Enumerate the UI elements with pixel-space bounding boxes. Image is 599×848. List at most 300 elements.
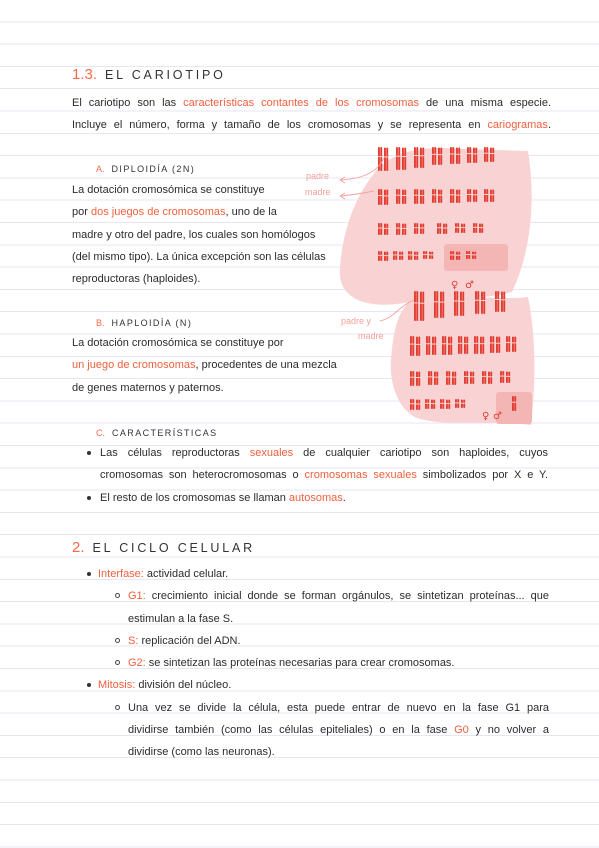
centromere: [437, 227, 442, 228]
centromere: [410, 403, 415, 404]
chromatid: [378, 189, 380, 205]
centromere: [410, 344, 415, 345]
chromatid: [420, 148, 422, 169]
chromatid: [414, 291, 416, 321]
chromatid: [420, 224, 422, 235]
text-line: [98, 674, 599, 696]
centromere: [420, 303, 425, 304]
centromere: [470, 376, 475, 377]
highlighted-term: Mitosis:: [98, 679, 136, 692]
chromatid: [460, 292, 462, 317]
chromatid: [416, 147, 418, 168]
subheading-haploidy: [96, 311, 192, 333]
text-segment: replicación del ADN.: [138, 634, 241, 647]
centromere: [420, 155, 425, 156]
centromere: [506, 376, 511, 377]
chromatid: [486, 189, 488, 202]
chromatid: [434, 372, 436, 386]
text-segment: división del núcleo.: [135, 679, 232, 692]
chromatid: [492, 148, 494, 163]
text-line: [72, 92, 551, 114]
chromatid: [492, 190, 494, 203]
chromatid: [440, 292, 442, 319]
karyotype-diploid-figure: [340, 147, 532, 305]
bullet-dot: [87, 496, 91, 500]
chromatid: [430, 371, 432, 385]
centromere: [479, 227, 484, 228]
chromatid: [410, 336, 412, 356]
text-line: [72, 224, 326, 246]
chromatid: [425, 399, 427, 409]
chromatid: [431, 400, 433, 410]
chromatid: [495, 291, 497, 312]
section-title: EL CARIOTIPO: [105, 68, 226, 82]
centromere: [414, 155, 419, 156]
text-segment: de cualquier cariotipo son haploides, cuyos: [293, 447, 548, 459]
text-line: [72, 201, 326, 223]
centromere: [426, 343, 431, 344]
chromatid: [396, 223, 398, 235]
chromatid: [414, 252, 416, 261]
text-segment: cromosomas son heterocromosomas o: [100, 469, 305, 482]
chromatid: [404, 224, 406, 236]
chromatid: [416, 189, 418, 204]
chromatid: [398, 189, 400, 204]
centromere: [481, 300, 486, 301]
highlighted-term: autosomas: [288, 491, 343, 504]
chromatid: [503, 292, 505, 313]
sub-bullet-circle: [115, 638, 120, 643]
chromatid: [436, 372, 438, 386]
text-segment: de una misma especie.: [419, 97, 551, 109]
chromatid: [434, 291, 436, 318]
chromatid: [416, 223, 418, 234]
chromatid: [481, 292, 483, 315]
centromere: [474, 343, 479, 344]
text-line: [72, 332, 337, 354]
chromatid: [386, 190, 388, 206]
chromatid: [452, 147, 454, 164]
chromatid: [452, 251, 454, 260]
label-mother: madre: [305, 187, 331, 197]
centromere: [484, 153, 489, 154]
chromatid: [401, 252, 403, 261]
chromatid: [473, 190, 475, 203]
chromatid: [452, 372, 454, 386]
text-line: [100, 464, 548, 486]
sub-list-item-mitosis-detail: [0, 697, 599, 764]
haploidy-paragraph: [72, 332, 337, 399]
text-segment: .: [547, 119, 551, 132]
centromere: [456, 255, 461, 256]
centromere: [512, 402, 517, 403]
chromatid: [404, 190, 406, 205]
sub-list-item-g1: [0, 585, 599, 630]
chromatid: [420, 292, 422, 322]
chromatid: [466, 337, 468, 355]
chromatid: [418, 337, 420, 357]
text-segment: .: [342, 491, 346, 504]
chromatid: [454, 372, 456, 386]
chromatid: [408, 251, 410, 260]
centromere: [434, 377, 439, 378]
centromere: [461, 227, 466, 228]
chromatid: [484, 147, 486, 162]
chromatid: [414, 147, 416, 168]
chromatid: [469, 189, 471, 202]
chromatid: [450, 337, 452, 356]
chromatid: [386, 224, 388, 236]
chromatid: [461, 224, 463, 234]
chromatid: [502, 371, 504, 383]
list-item-text: [128, 630, 549, 652]
highlighted-term: dos juegos de cromosomas: [90, 206, 226, 219]
highlighted-term: sexuales: [249, 447, 294, 459]
subheading-letter: C.: [96, 428, 105, 438]
centromere: [414, 227, 419, 228]
label-mother: madre: [358, 331, 384, 341]
text-line: [128, 652, 549, 674]
chromatid: [514, 337, 516, 353]
centromere: [393, 254, 398, 255]
chromatid: [412, 371, 414, 386]
chromatid: [384, 190, 386, 206]
chromatid: [492, 336, 494, 353]
list-item: [0, 442, 599, 487]
list-item-text: [98, 563, 599, 585]
centromere: [416, 403, 421, 404]
chromatid: [439, 223, 441, 234]
centromere: [396, 195, 401, 196]
centromere: [512, 342, 517, 343]
highlighted-term: un juego de cromosomas: [72, 359, 196, 372]
list-item-text: [100, 442, 548, 487]
text-line: [72, 268, 326, 290]
chromatid: [445, 224, 447, 235]
centromere: [432, 154, 437, 155]
list-item-text: [98, 674, 599, 696]
chromatid: [473, 223, 475, 233]
subheading-letter: B.: [96, 318, 105, 328]
text-segment: El cariotipo son las: [72, 97, 184, 109]
chromatid: [464, 337, 466, 355]
centromere: [467, 194, 472, 195]
centromere: [432, 194, 437, 195]
centromere: [410, 377, 415, 378]
chromatid: [448, 400, 450, 410]
chromatid: [467, 189, 469, 202]
centromere: [443, 227, 448, 228]
chromatid: [514, 396, 516, 411]
text-line: [72, 246, 326, 268]
chromatid: [488, 372, 490, 385]
chromatid: [384, 252, 386, 262]
centromere: [472, 254, 477, 255]
centromere: [456, 195, 461, 196]
centromere: [384, 156, 389, 157]
chromatid: [438, 148, 440, 166]
centromere: [396, 228, 401, 229]
chromatid: [475, 223, 477, 233]
subheading-title: DIPLOIDÍA (2N): [111, 164, 196, 174]
text-segment: de genes maternos y paternos.: [72, 381, 224, 394]
text-segment: Las células reproductoras: [100, 447, 250, 459]
chromatid: [414, 223, 416, 234]
centromere: [378, 228, 383, 229]
chromatid: [500, 371, 502, 383]
chromatid: [436, 291, 438, 318]
chromatid: [404, 148, 406, 171]
male-symbol: ♂: [465, 280, 474, 291]
chromatid: [456, 148, 458, 165]
chromatid: [496, 337, 498, 354]
section-title: EL CICLO CELULAR: [92, 541, 255, 555]
chromatid: [386, 148, 388, 172]
text-line: [128, 608, 549, 630]
chromatid: [440, 148, 442, 166]
chromatid: [508, 372, 510, 384]
chromatid: [432, 337, 434, 356]
chromatid: [458, 148, 460, 165]
chromatid: [450, 251, 452, 260]
chromatid: [475, 148, 477, 164]
bullet-dot: [87, 451, 91, 455]
chromatid: [483, 292, 485, 315]
text-segment: , uno de la: [225, 206, 277, 219]
chromatid: [474, 336, 476, 354]
text-segment: La dotación cromosómica se constituye por: [72, 337, 284, 349]
text-segment: por: [72, 206, 91, 219]
highlighted-term: G0: [454, 724, 469, 737]
highlighted-term: cromosomas sexuales: [304, 469, 417, 482]
chromatid: [512, 396, 514, 411]
chromatid: [490, 336, 492, 353]
chromatid: [410, 371, 412, 386]
chromatid: [416, 372, 418, 387]
chromatid: [456, 291, 458, 316]
centromere: [496, 343, 501, 344]
chromatid: [460, 336, 462, 354]
sub-bullet-circle: [115, 660, 120, 665]
text-segment: crecimiento inicial donde se forman orgánulos, se sintetizan proteínas... que: [145, 590, 549, 603]
centromere: [416, 344, 421, 345]
chromatid: [427, 399, 429, 409]
centromere: [484, 194, 489, 195]
chromatid: [446, 400, 448, 410]
centromere: [384, 228, 389, 229]
centromere: [396, 156, 401, 157]
centromere: [414, 302, 419, 303]
chromatid: [475, 291, 477, 314]
centromere: [500, 376, 505, 377]
chromatid: [422, 148, 424, 169]
label-father-and: padre y: [341, 316, 372, 326]
chromatid: [380, 251, 382, 261]
chromatid: [446, 371, 448, 385]
figure-background-blob: [340, 148, 532, 305]
centromere: [450, 254, 455, 255]
chromatid: [506, 372, 508, 384]
subheading-diploidy: [96, 157, 195, 179]
chromatid: [418, 400, 420, 411]
bullet-dot: [87, 683, 91, 687]
chromatid: [378, 251, 380, 261]
chromatid: [380, 189, 382, 205]
text-segment: El resto de los cromosomas se llaman: [100, 491, 289, 504]
list-item-mitosis: [0, 674, 599, 696]
centromere: [378, 156, 383, 157]
section-heading-cell-cycle: [72, 537, 255, 559]
centromere: [423, 254, 428, 255]
chromatid: [433, 400, 435, 410]
chromatid: [512, 337, 514, 353]
centromere: [490, 194, 495, 195]
centromere: [450, 194, 455, 195]
text-segment: dividirse también (como las células epiteliales) o en la fase: [128, 724, 455, 737]
centromere: [378, 255, 383, 256]
subheading-title: HAPLOIDÍA (N): [111, 318, 193, 328]
text-line: [72, 354, 337, 376]
chromatid: [402, 148, 404, 171]
text-segment: , procedentes de una mezcla: [195, 359, 337, 372]
highlighted-term: cariogramas: [487, 119, 548, 132]
chromatid: [484, 371, 486, 384]
section-heading-karyotype: [72, 64, 226, 86]
chromatid: [463, 224, 465, 234]
chromatid: [434, 147, 436, 165]
chromatid: [422, 224, 424, 235]
list-item: [0, 487, 599, 509]
chromatid: [452, 189, 454, 203]
chromatid: [416, 291, 418, 321]
highlighted-term: S:: [128, 634, 139, 647]
centromere: [402, 195, 407, 196]
chromatid: [414, 189, 416, 204]
chromatid: [455, 399, 457, 408]
chromatid: [396, 189, 398, 204]
centromere: [399, 255, 404, 256]
text-segment: actividad celular.: [143, 568, 229, 580]
chromatid: [443, 224, 445, 235]
chromatid: [416, 400, 418, 411]
chromatid: [416, 337, 418, 357]
chromatid: [480, 337, 482, 355]
chromatid: [481, 224, 483, 234]
centromere: [431, 403, 436, 404]
chromatid: [464, 371, 466, 384]
chromatid: [498, 337, 500, 354]
centromere: [425, 403, 430, 404]
female-symbol: ♀: [451, 280, 459, 291]
centromere: [450, 153, 455, 154]
chromatid: [450, 189, 452, 203]
chromatid: [393, 251, 395, 260]
text-segment: Incluye el número, forma y tamaño de los cromosomas y se representa en: [72, 119, 488, 132]
male-symbol: ♂: [493, 411, 502, 422]
text-line: [98, 563, 599, 585]
centromere: [414, 195, 419, 196]
text-line: [72, 114, 551, 136]
centromere: [434, 301, 439, 302]
chromatid: [426, 336, 428, 355]
centromere: [420, 195, 425, 196]
centromere: [408, 254, 413, 255]
chromatid: [450, 147, 452, 164]
chromatid: [463, 400, 465, 409]
centromere: [446, 376, 451, 377]
chromatid: [395, 251, 397, 260]
text-segment: Una vez se divide la célula, esta puede entrar de nuevo en la fase G1 para: [128, 701, 549, 714]
centromere: [480, 343, 485, 344]
subheading-characteristics: [96, 421, 218, 443]
chromatid: [486, 147, 488, 162]
centromere: [464, 376, 469, 377]
chromatid: [479, 224, 481, 234]
sub-list-item-s: [0, 630, 599, 652]
chromatid: [428, 371, 430, 385]
centromere: [490, 342, 495, 343]
centromere: [414, 255, 419, 256]
centromere: [473, 227, 478, 228]
centromere: [473, 194, 478, 195]
chromatid: [442, 336, 444, 355]
sub-list-item-g2: [0, 652, 599, 674]
centromere: [440, 403, 445, 404]
highlighted-term: G1:: [128, 590, 146, 603]
centromere: [490, 153, 495, 154]
centromere: [456, 154, 461, 155]
chromatid: [490, 148, 492, 163]
centromere: [458, 343, 463, 344]
chromatid: [458, 336, 460, 354]
chromatid: [462, 292, 464, 317]
chromatid: [402, 224, 404, 236]
highlighted-term: Interfase:: [98, 568, 144, 580]
cell-cycle-list: [0, 563, 599, 764]
chromatid: [467, 147, 469, 163]
chromatid: [444, 336, 446, 355]
chromatid: [476, 336, 478, 354]
centromere: [420, 227, 425, 228]
chromatid: [448, 371, 450, 385]
chromatid: [448, 337, 450, 356]
centromere: [495, 299, 500, 300]
centromere: [464, 343, 469, 344]
text-segment: dividirse (como las neuronas).: [128, 746, 275, 759]
karyotype-haploid-figure: [380, 291, 534, 425]
chromatid: [477, 291, 479, 314]
chromatid: [434, 337, 436, 356]
chromatid: [399, 252, 401, 261]
sub-bullet-circle: [115, 705, 120, 710]
list-item-text: [128, 697, 549, 764]
centromere: [438, 154, 443, 155]
chromatid: [457, 399, 459, 408]
chromatid: [434, 189, 436, 203]
chromatid: [442, 292, 444, 319]
text-segment: La dotación cromosómica se constituye: [72, 184, 265, 196]
chromatid: [428, 336, 430, 355]
chromatid: [410, 251, 412, 260]
sub-bullet-circle: [115, 593, 120, 598]
chromatid: [380, 147, 382, 171]
centromere: [416, 377, 421, 378]
centromere: [488, 376, 493, 377]
centromere: [466, 254, 471, 255]
chromatid: [432, 189, 434, 203]
chromatid: [484, 189, 486, 202]
text-segment: simbolizados por X e Y.: [416, 469, 549, 482]
